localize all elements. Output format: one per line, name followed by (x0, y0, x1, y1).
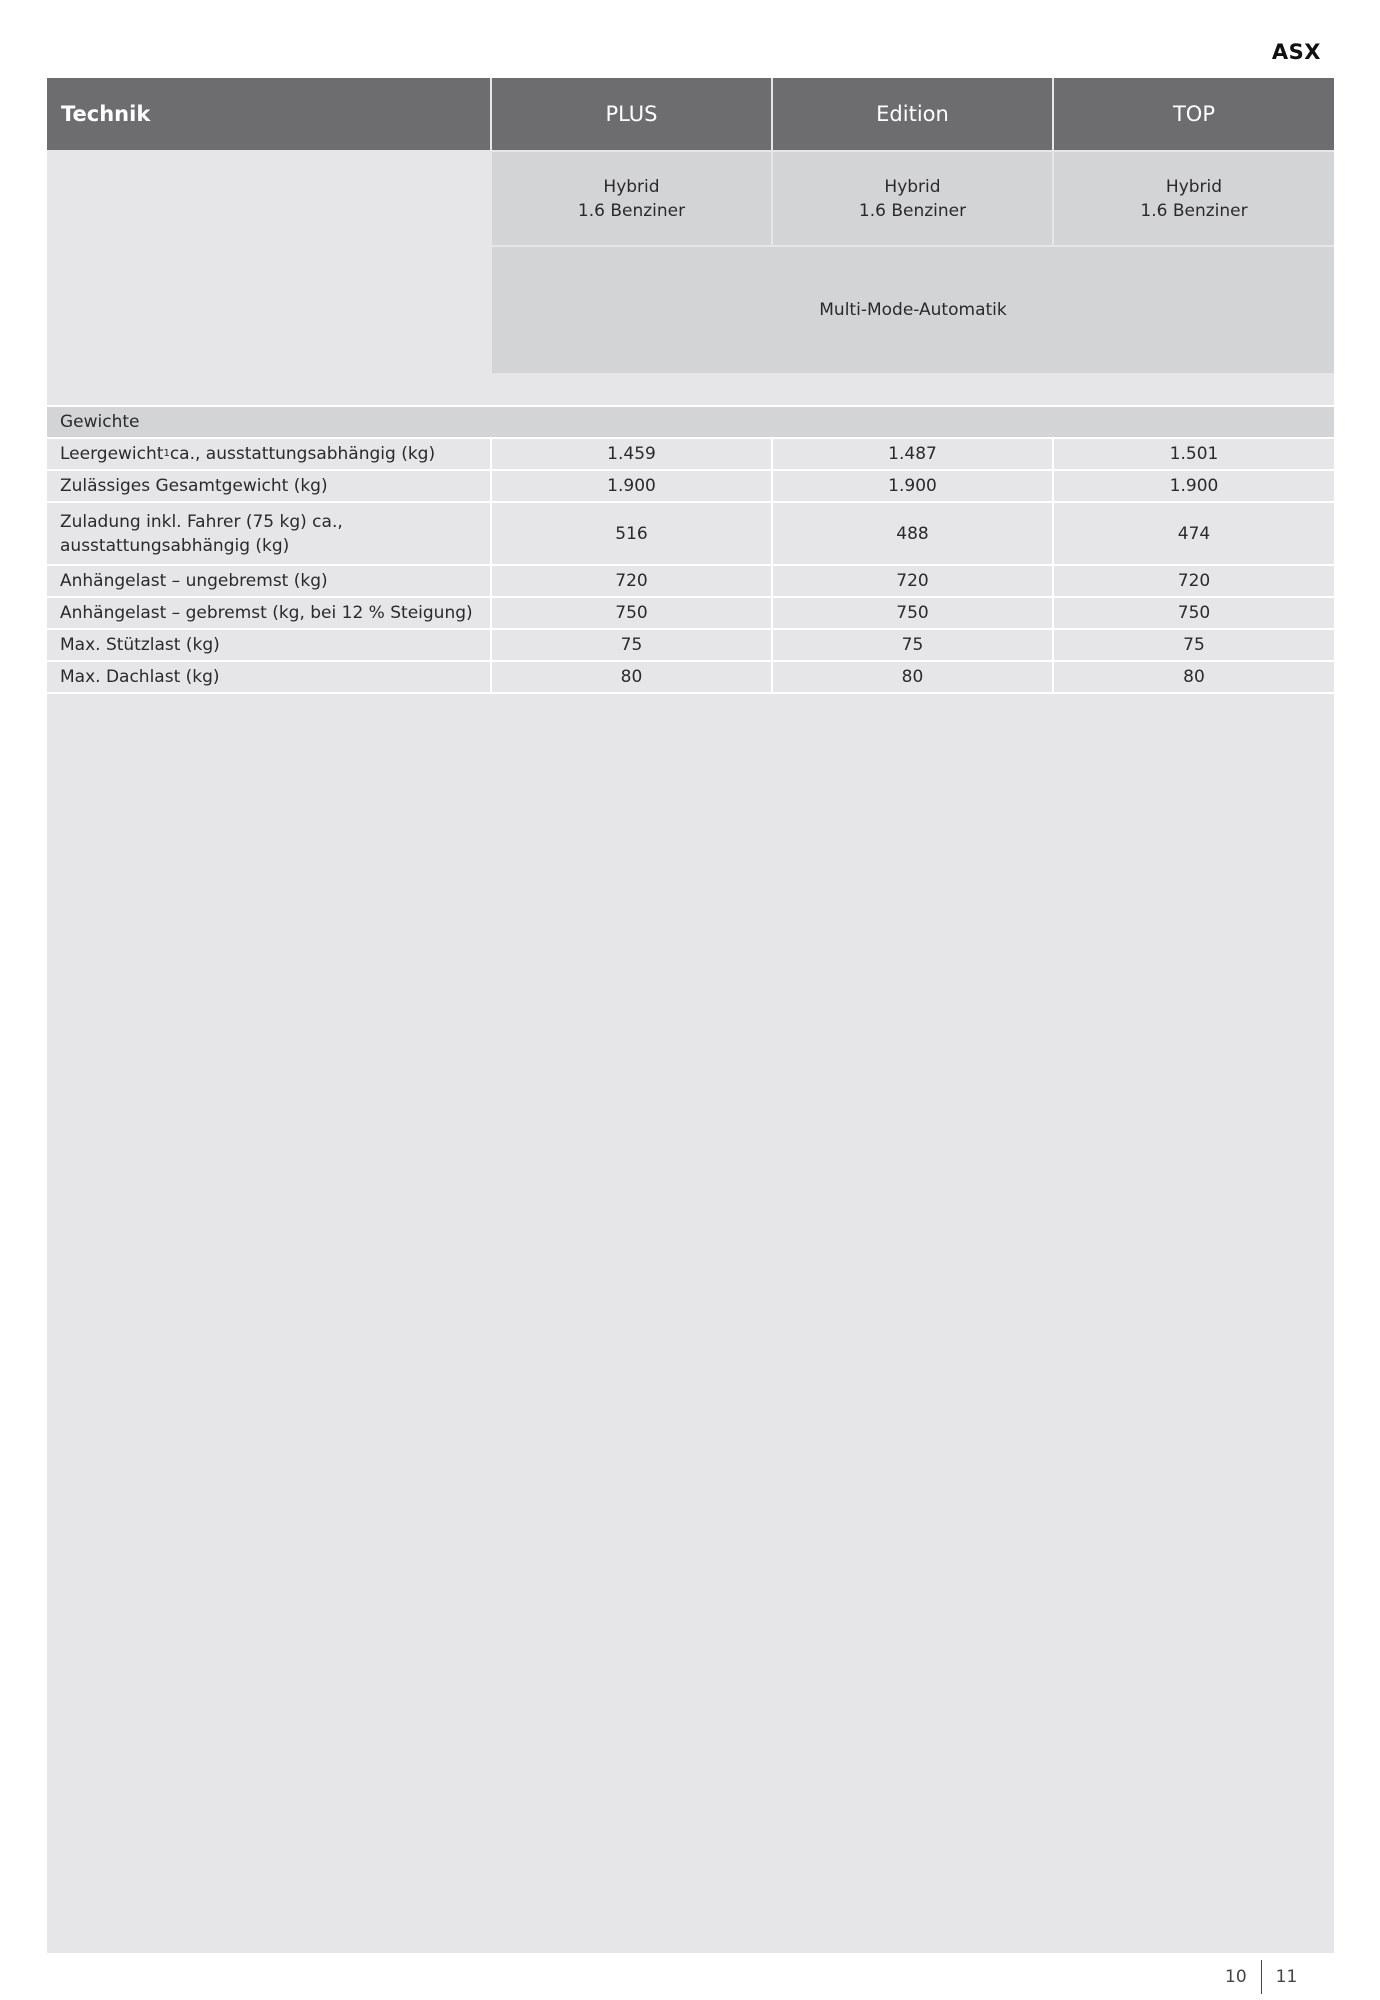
variant-header-plus: PLUS (492, 78, 771, 150)
table-cell: 1.459 (607, 444, 656, 464)
column-divider (1052, 439, 1054, 692)
row-divider (47, 692, 1334, 694)
brand-label: ASX (1271, 40, 1321, 64)
engine-cell-plus (492, 152, 771, 245)
table-cell: 750 (896, 603, 929, 623)
footnote-marker: 1 (163, 448, 170, 459)
table-cell: 80 (901, 667, 924, 687)
table-cell: 1.900 (1169, 476, 1219, 496)
row-label-text-rest: ca., ausstattungsabhängig (kg) (169, 444, 436, 464)
transmission-cell: Multi-Mode-Automatik (492, 247, 1334, 373)
engine-type: Hybrid (884, 176, 941, 197)
row-divider (47, 660, 1334, 662)
row-divider (47, 405, 1334, 407)
table-cell: 720 (1177, 571, 1211, 591)
table-cell: 80 (1183, 667, 1205, 687)
row-divider (47, 596, 1334, 598)
row-label-anhaengelast-ungebremst: Anhängelast – ungebremst (kg) (60, 571, 328, 591)
row-divider (47, 469, 1334, 471)
row-divider (47, 564, 1334, 566)
row-label-dachlast: Max. Dachlast (kg) (60, 667, 220, 687)
page-number-left: 10 (1225, 1967, 1247, 1987)
table-cell: 80 (620, 667, 643, 687)
engine-displacement: 1.6 Benziner (577, 200, 686, 221)
variant-header-top: TOP (1054, 78, 1334, 150)
page-numbers (1225, 1960, 1297, 1994)
variant-header-edition: Edition (773, 78, 1052, 150)
engine-type: Hybrid (1165, 176, 1223, 197)
row-label-leergewicht (47, 439, 490, 469)
engine-displacement: 1.6 Benziner (1140, 200, 1248, 221)
row-divider (47, 501, 1334, 503)
row-label-line2: ausstattungsabhängig (kg) (60, 535, 290, 556)
row-label-anhaengelast-gebremst: Anhängelast – gebremst (kg, bei 12 % Steigung) (60, 603, 473, 623)
table-cell: 720 (615, 571, 648, 591)
row-label-gesamtgewicht: Zulässiges Gesamtgewicht (kg) (60, 476, 328, 496)
row-label-stuetzlast: Max. Stützlast (kg) (60, 635, 220, 655)
table-cell: 75 (620, 635, 643, 655)
row-divider (47, 628, 1334, 630)
table-cell: 1.900 (888, 476, 937, 496)
column-divider (490, 439, 492, 692)
row-label-line1: Zuladung inkl. Fahrer (75 kg) ca., (60, 511, 343, 532)
row-label-text: Leergewicht (60, 444, 164, 464)
page-separator (1261, 1960, 1262, 1994)
table-cell: 474 (1177, 523, 1211, 544)
table-title: Technik (47, 78, 490, 150)
row-divider (47, 437, 1334, 439)
table-cell: 75 (1183, 635, 1205, 655)
engine-type: Hybrid (603, 176, 660, 197)
row-label-zuladung (47, 503, 490, 564)
table-cell: 720 (896, 571, 929, 591)
page-number-right: 11 (1275, 1967, 1298, 1987)
table-cell: 1.900 (607, 476, 656, 496)
table-cell: 750 (1177, 603, 1211, 623)
engine-cell-top (1054, 152, 1334, 245)
table-cell: 488 (896, 523, 929, 544)
table-cell: 1.487 (888, 444, 937, 464)
engine-displacement: 1.6 Benziner (858, 200, 967, 221)
engine-cell-edition (773, 152, 1052, 245)
table-cell: 75 (901, 635, 924, 655)
column-divider (771, 439, 773, 692)
table-cell: 516 (615, 523, 648, 544)
table-cell: 750 (615, 603, 648, 623)
table-cell: 1.501 (1169, 444, 1219, 464)
section-gewichte: Gewichte (47, 407, 1334, 437)
